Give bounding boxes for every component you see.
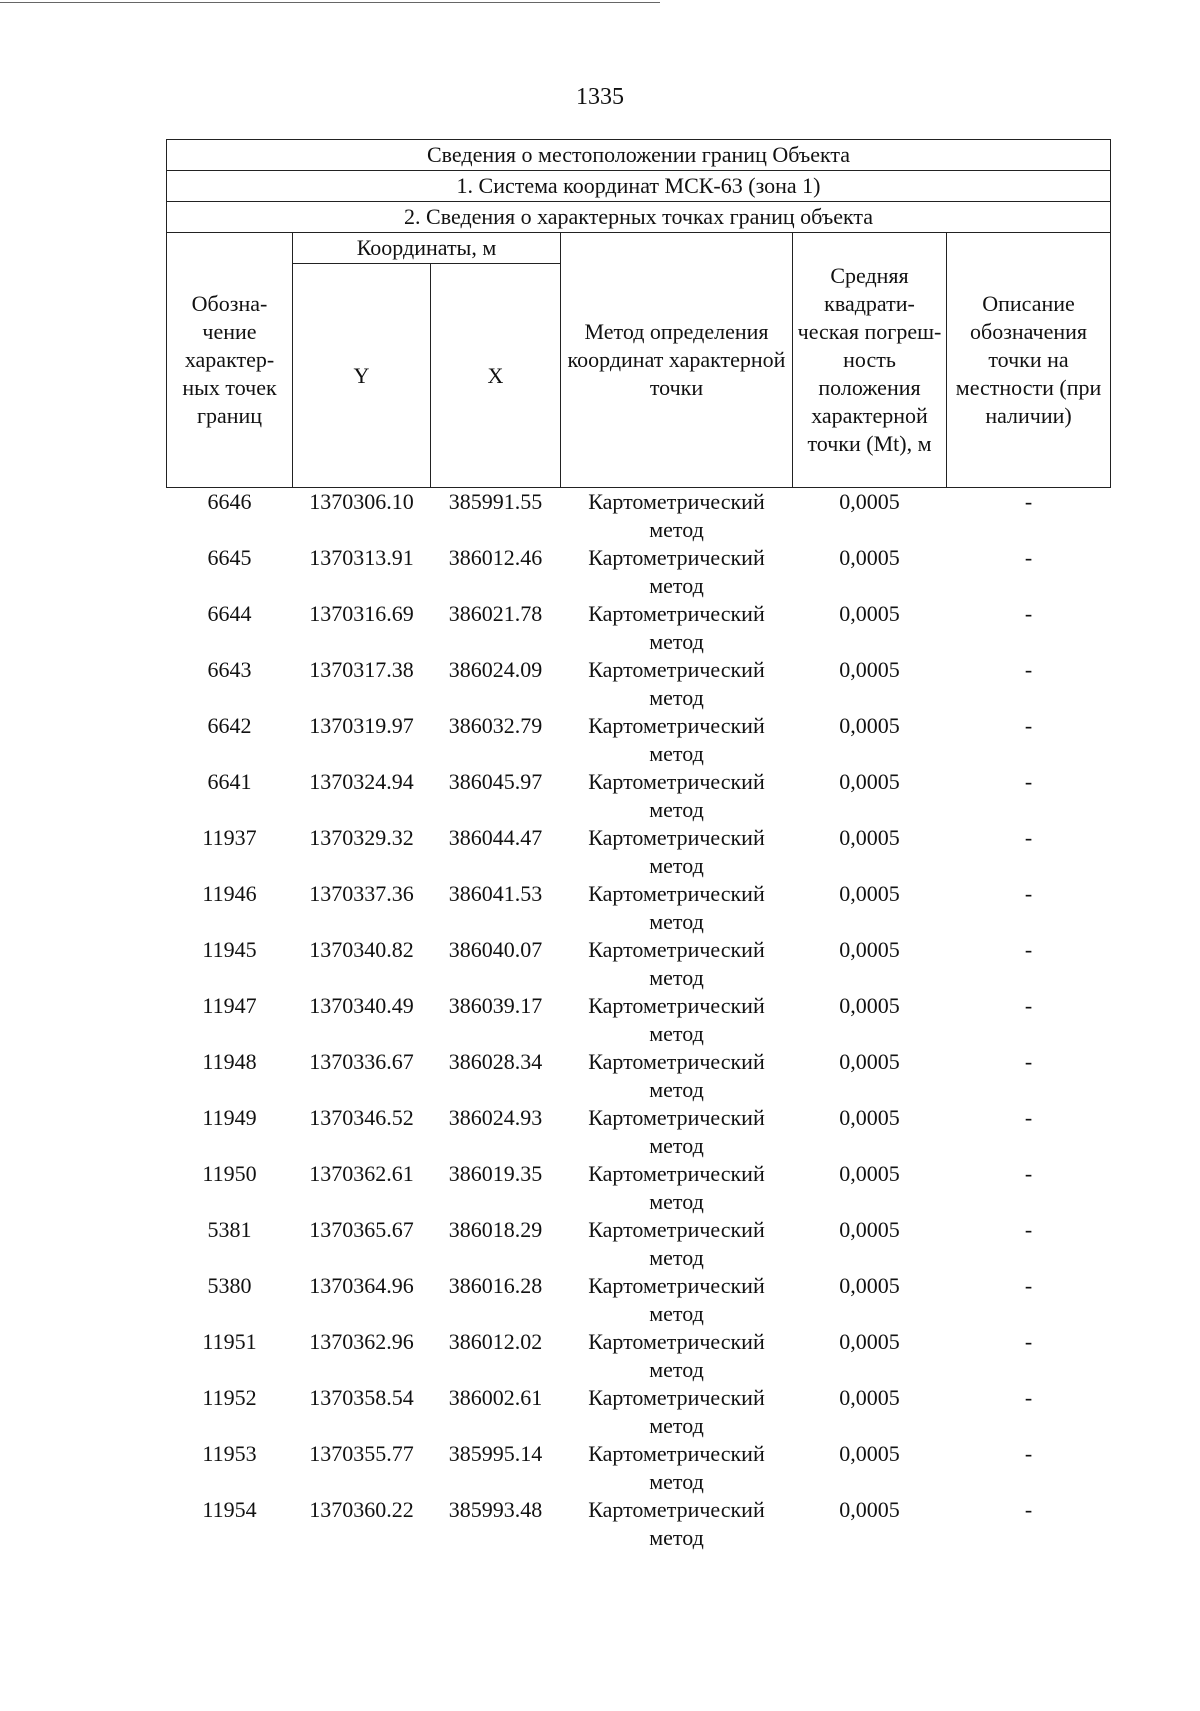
- table-body: [167, 488, 1111, 1553]
- point-id-cell: 6642: [207, 713, 252, 738]
- coord-x-cell: 386002.61: [448, 1385, 543, 1410]
- description-cell: -: [1024, 1217, 1033, 1242]
- table-row: [167, 488, 1111, 545]
- coord-x-cell: 386018.29: [448, 1217, 543, 1242]
- table-row: [167, 1328, 1111, 1384]
- description-cell: -: [1024, 1497, 1033, 1522]
- table-row: [167, 1160, 1111, 1216]
- table-row: [167, 1104, 1111, 1160]
- coord-y-cell: 1370324.94: [309, 769, 414, 794]
- table-row: [167, 1216, 1111, 1272]
- table-row: [167, 600, 1111, 656]
- description-cell: -: [1024, 825, 1033, 850]
- header-y: Y: [293, 264, 431, 488]
- point-id-cell: 5381: [207, 1217, 252, 1242]
- error-cell: 0,0005: [839, 713, 900, 738]
- coord-y-cell: 1370340.82: [309, 937, 414, 962]
- method-cell: Картометрический метод: [588, 1049, 765, 1102]
- coord-x-cell: 385995.14: [448, 1441, 543, 1466]
- description-cell: -: [1024, 601, 1033, 626]
- point-id-cell: 11953: [202, 1441, 257, 1466]
- coord-y-cell: 1370319.97: [309, 713, 414, 738]
- coord-y-cell: 1370337.36: [309, 881, 414, 906]
- coord-y-cell: 1370362.96: [309, 1329, 414, 1354]
- coord-y-cell: 1370364.96: [309, 1273, 414, 1298]
- header-method: Метод определения координат характерной точки: [561, 233, 793, 488]
- point-id-cell: 11937: [202, 825, 257, 850]
- method-cell: Картометрический метод: [588, 937, 765, 990]
- error-cell: 0,0005: [839, 881, 900, 906]
- error-cell: 0,0005: [839, 1161, 900, 1186]
- table-row: [167, 712, 1111, 768]
- method-cell: Картометрический метод: [588, 1217, 765, 1270]
- error-cell: 0,0005: [839, 1105, 900, 1130]
- coordinate-system-row: 1. Система координат МСК-63 (зона 1): [167, 171, 1111, 202]
- coord-x-cell: 386040.07: [448, 937, 543, 962]
- method-cell: Картометрический метод: [588, 657, 765, 710]
- top-scan-line: [0, 2, 660, 3]
- point-id-cell: 11952: [202, 1385, 257, 1410]
- description-cell: -: [1024, 1049, 1033, 1074]
- error-cell: 0,0005: [839, 601, 900, 626]
- description-cell: -: [1024, 1441, 1033, 1466]
- header-coordinates: Координаты, м: [293, 233, 561, 264]
- error-cell: 0,0005: [839, 489, 900, 514]
- error-cell: 0,0005: [839, 1049, 900, 1074]
- coord-y-cell: 1370355.77: [309, 1441, 414, 1466]
- table-row: [167, 1272, 1111, 1328]
- method-cell: Картометрический метод: [588, 993, 765, 1046]
- error-cell: 0,0005: [839, 1385, 900, 1410]
- point-id-cell: 11950: [202, 1161, 257, 1186]
- table-row: [167, 768, 1111, 824]
- table-row: [167, 1048, 1111, 1104]
- coord-x-cell: 386024.93: [448, 1105, 543, 1130]
- method-cell: Картометрический метод: [588, 881, 765, 934]
- point-id-cell: 6645: [207, 545, 252, 570]
- coord-x-cell: 386032.79: [448, 713, 543, 738]
- coord-y-cell: 1370340.49: [309, 993, 414, 1018]
- description-cell: -: [1024, 713, 1033, 738]
- coord-y-cell: 1370316.69: [309, 601, 414, 626]
- point-id-cell: 6643: [207, 657, 252, 682]
- point-id-cell: 6641: [207, 769, 252, 794]
- description-cell: -: [1024, 769, 1033, 794]
- error-cell: 0,0005: [839, 993, 900, 1018]
- description-cell: -: [1024, 1385, 1033, 1410]
- boundary-points-table: [166, 139, 1111, 1552]
- coord-y-cell: 1370313.91: [309, 545, 414, 570]
- error-cell: 0,0005: [839, 545, 900, 570]
- table-row: [167, 1440, 1111, 1496]
- coord-x-cell: 386045.97: [448, 769, 543, 794]
- description-cell: -: [1024, 1161, 1033, 1186]
- coord-x-cell: 386039.17: [448, 993, 543, 1018]
- page-number: 1335: [576, 84, 624, 110]
- error-cell: 0,0005: [839, 1273, 900, 1298]
- point-id-cell: 11948: [202, 1049, 257, 1074]
- coord-x-cell: 386012.46: [448, 545, 543, 570]
- method-cell: Картометрический метод: [588, 601, 765, 654]
- header-description: Описание обозначения точки на местности (при наличии): [947, 233, 1111, 488]
- description-cell: -: [1024, 489, 1033, 514]
- coord-x-cell: 386021.78: [448, 601, 543, 626]
- coord-x-cell: 386041.53: [448, 881, 543, 906]
- coord-x-cell: 386012.02: [448, 1329, 543, 1354]
- coord-y-cell: 1370365.67: [309, 1217, 414, 1242]
- table-row: [167, 936, 1111, 992]
- method-cell: Картометрический метод: [588, 769, 765, 822]
- method-cell: Картометрический метод: [588, 489, 765, 542]
- method-cell: Картометрический метод: [588, 1161, 765, 1214]
- header-designation: Обозна- чение характер- ных точек границ: [167, 233, 293, 488]
- coord-x-cell: 385993.48: [448, 1497, 543, 1522]
- point-id-cell: 5380: [207, 1273, 252, 1298]
- table-row: [167, 824, 1111, 880]
- description-cell: -: [1024, 1105, 1033, 1130]
- coord-x-cell: 386016.28: [448, 1273, 543, 1298]
- description-cell: -: [1024, 1329, 1033, 1354]
- error-cell: 0,0005: [839, 937, 900, 962]
- coord-y-cell: 1370317.38: [309, 657, 414, 682]
- coord-x-cell: 386028.34: [448, 1049, 543, 1074]
- coord-x-cell: 386019.35: [448, 1161, 543, 1186]
- table-row: [167, 1384, 1111, 1440]
- point-id-cell: 11947: [202, 993, 257, 1018]
- coord-y-cell: 1370358.54: [309, 1385, 414, 1410]
- error-cell: 0,0005: [839, 1497, 900, 1522]
- point-id-cell: 11949: [202, 1105, 257, 1130]
- coord-x-cell: 386044.47: [448, 825, 543, 850]
- error-cell: 0,0005: [839, 1441, 900, 1466]
- error-cell: 0,0005: [839, 825, 900, 850]
- point-id-cell: 11951: [202, 1329, 257, 1354]
- table-title: Сведения о местоположении границ Объекта: [167, 140, 1111, 171]
- table-row: [167, 1496, 1111, 1552]
- table-row: [167, 880, 1111, 936]
- points-section-row: 2. Сведения о характерных точках границ объекта: [167, 202, 1111, 233]
- description-cell: -: [1024, 993, 1033, 1018]
- method-cell: Картометрический метод: [588, 1441, 765, 1494]
- coord-y-cell: 1370329.32: [309, 825, 414, 850]
- table-row: [167, 992, 1111, 1048]
- method-cell: Картометрический метод: [588, 1329, 765, 1382]
- coord-y-cell: 1370346.52: [309, 1105, 414, 1130]
- table-row: [167, 656, 1111, 712]
- header-error: Средняя квадрати- ческая погреш- ность положения характерной точки (Mt), м: [793, 233, 947, 488]
- point-id-cell: 6646: [207, 489, 252, 514]
- point-id-cell: 11945: [202, 937, 257, 962]
- error-cell: 0,0005: [839, 1329, 900, 1354]
- method-cell: Картометрический метод: [588, 713, 765, 766]
- method-cell: Картометрический метод: [588, 1497, 765, 1550]
- point-id-cell: 11946: [202, 881, 257, 906]
- coord-y-cell: 1370362.61: [309, 1161, 414, 1186]
- coord-y-cell: 1370336.67: [309, 1049, 414, 1074]
- point-id-cell: 6644: [207, 601, 252, 626]
- description-cell: -: [1024, 1273, 1033, 1298]
- description-cell: -: [1024, 545, 1033, 570]
- method-cell: Картометрический метод: [588, 1273, 765, 1326]
- coord-x-cell: 386024.09: [448, 657, 543, 682]
- coord-y-cell: 1370306.10: [309, 489, 414, 514]
- error-cell: 0,0005: [839, 1217, 900, 1242]
- header-x: X: [431, 264, 561, 488]
- method-cell: Картометрический метод: [588, 825, 765, 878]
- point-id-cell: 11954: [202, 1497, 257, 1522]
- coord-y-cell: 1370360.22: [309, 1497, 414, 1522]
- description-cell: -: [1024, 937, 1033, 962]
- description-cell: -: [1024, 881, 1033, 906]
- description-cell: -: [1024, 657, 1033, 682]
- error-cell: 0,0005: [839, 657, 900, 682]
- table-row: [167, 544, 1111, 600]
- method-cell: Картометрический метод: [588, 1105, 765, 1158]
- coord-x-cell: 385991.55: [448, 489, 543, 514]
- method-cell: Картометрический метод: [588, 1385, 765, 1438]
- error-cell: 0,0005: [839, 769, 900, 794]
- method-cell: Картометрический метод: [588, 545, 765, 598]
